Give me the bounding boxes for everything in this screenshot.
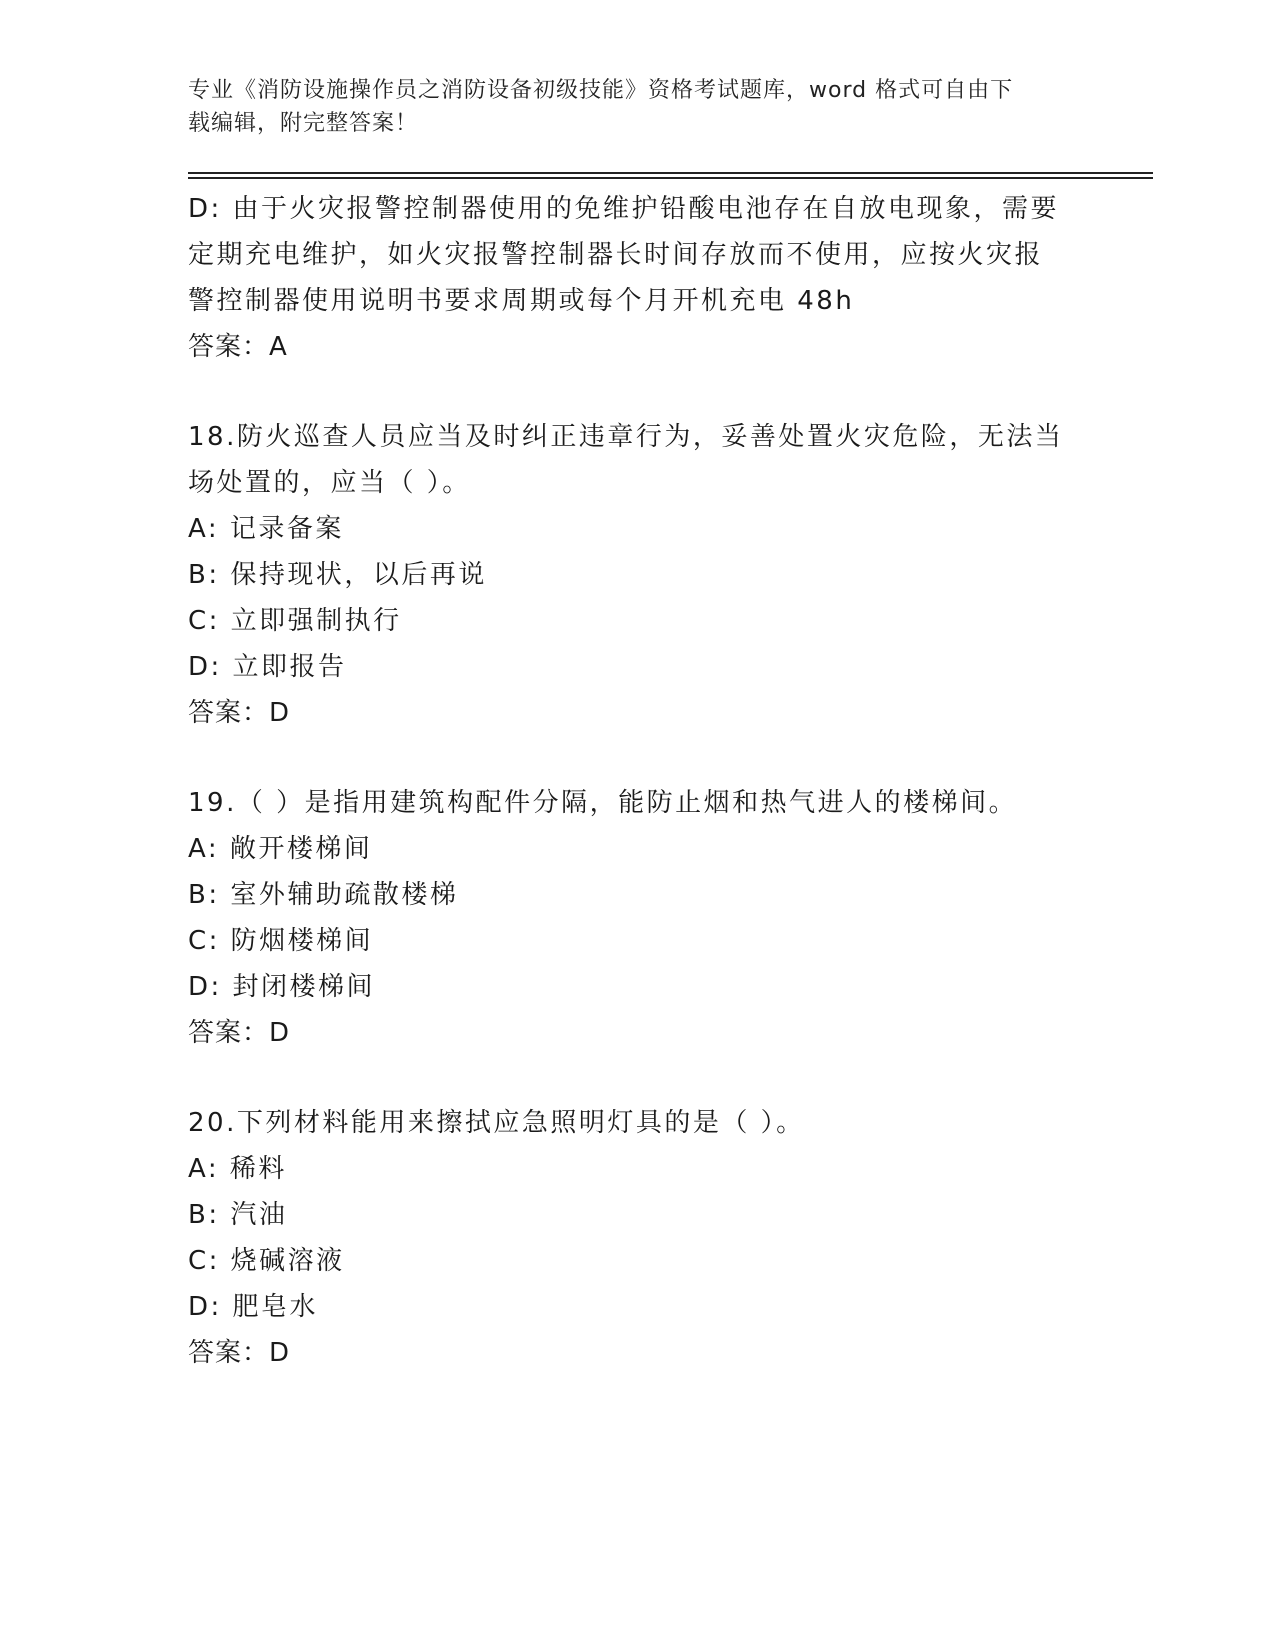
spacer <box>188 370 1088 414</box>
q20-option-a: A: 稀料 <box>188 1154 287 1184</box>
q18-answer: 答案：D <box>188 698 291 728</box>
q20-option-c: C: 烧碱溶液 <box>188 1246 345 1276</box>
q20-answer: 答案：D <box>188 1338 291 1368</box>
q19-question: 19.（ ）是指用建筑构配件分隔，能防止烟和热气进人的楼梯间。 <box>188 788 1018 818</box>
q19-answer: 答案：D <box>188 1018 291 1048</box>
question-20 <box>188 1100 1088 1376</box>
q17-option-d-line-1: D: 由于火灾报警控制器使用的免维护铅酸电池存在自放电现象，需要 <box>188 194 1060 224</box>
header-rule-bottom <box>188 177 1153 179</box>
q18-option-d: D: 立即报告 <box>188 652 347 682</box>
header-rule-top <box>188 172 1153 174</box>
q18-option-b: B: 保持现状，以后再说 <box>188 560 487 590</box>
q18-option-c: C: 立即强制执行 <box>188 606 402 636</box>
q18-option-a: A: 记录备案 <box>188 514 344 544</box>
q17-option-d-line-3: 警控制器使用说明书要求周期或每个月开机充电 48h <box>188 286 855 316</box>
q18-question-line-2: 场处置的，应当（ ）。 <box>188 468 471 498</box>
q17-answer: 答案：A <box>188 332 288 362</box>
q17-option-d-line-2: 定期充电维护，如火灾报警控制器长时间存放而不使用，应按火灾报 <box>188 240 1044 270</box>
question-content <box>188 186 1088 1376</box>
header-line-2: 载编辑，附完整答案！ <box>188 111 419 136</box>
q20-option-b: B: 汽油 <box>188 1200 288 1230</box>
spacer <box>188 1056 1088 1100</box>
q19-option-c: C: 防烟楼梯间 <box>188 926 374 956</box>
q19-option-a: A: 敞开楼梯间 <box>188 834 373 864</box>
spacer <box>188 736 1088 780</box>
q19-option-b: B: 室外辅助疏散楼梯 <box>188 880 459 910</box>
question-18 <box>188 414 1088 736</box>
q20-question: 20.下列材料能用来擦拭应急照明灯具的是（ ）。 <box>188 1108 805 1138</box>
question-17-continuation <box>188 186 1088 370</box>
header-line-1: 专业《消防设施操作员之消防设备初级技能》资格考试题库，word 格式可自由下 <box>188 78 1014 103</box>
document-header <box>188 74 1068 140</box>
q20-option-d: D: 肥皂水 <box>188 1292 319 1322</box>
q18-question-line-1: 18.防火巡查人员应当及时纠正违章行为，妥善处置火灾危险，无法当 <box>188 422 1064 452</box>
q19-option-d: D: 封闭楼梯间 <box>188 972 376 1002</box>
question-19 <box>188 780 1088 1056</box>
